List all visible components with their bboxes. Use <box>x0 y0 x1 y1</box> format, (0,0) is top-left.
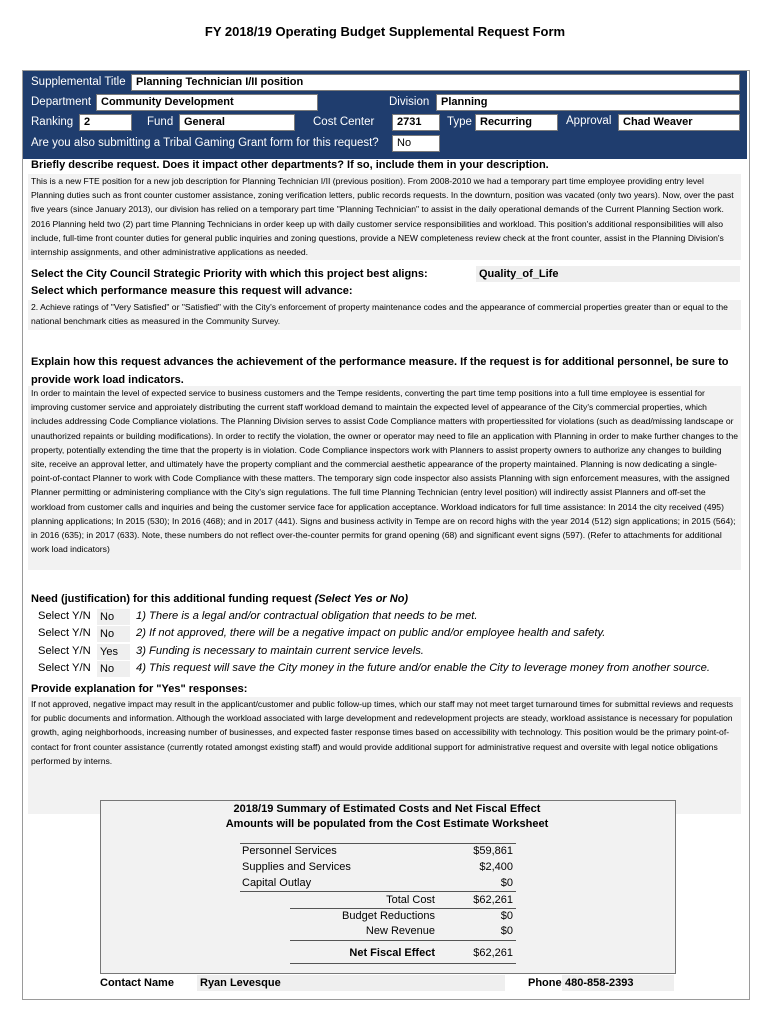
need-item-text: 2) If not approved, there will be a negative impact on public and/or employee health and safety. <box>136 627 606 639</box>
explain-text[interactable]: In order to maintain the level of expected service to business customers and the Tempe residents, converting the part time temp positions into a full time employee is essential for improving customer service and approiately distributing the current staff workload demand to maintain the expected level of appearance of the City's commercial properties, which includes addressing Code Compliance violations. The Planning Division serves to assist Code Compliance matters with propertiessited for violations (such as dead/missing landscape or unauthorized repaints or building modifications). In order to rectify the violation, the owner or operator may need to file an application with Planning in order to make further changes to the property, potentially extending the time that the property is in violation. Code Compliance inspectors work with Planners to assist property owners to authorize any changes to building site, receive an approval letter, and ultimately have the property compliant and the commercial aesthetic appearance of the property maintained. Planning is now dedicating a single-point-of-contact Planner to work with Code Compliance with these matters. The temporary sign code inspector also assists Planning with sign enforcement measures, with the assigned Planner permitting or administering compliance with the City's sign regulations. The full time Planning Technician (entry level position) will indirectly assist Planners and off-set the workload from customer calls and inquiries and being the customer service face for application acceptance. Workload indicators for full time assistance: In 2014 the city received (495) planning applications; In 2015 (530); In 2016 (468); and in 2017 (441). Signs and business activity in Tempe are on record highs with the year 2014 (512) sign applications; in 2015 (564); in 2016 (635); in 2017 (633). Note, these numbers do not reflect over-the-counter permits for grand opening (68) and significant event signs (597). (Refer to attachments for additional work load indicators) <box>28 386 741 570</box>
cost-center-label: Cost Center <box>313 116 375 128</box>
need-select-label: Select Y/N <box>38 645 91 657</box>
net-fiscal-value: $62,261 <box>473 947 513 959</box>
summary-rule <box>290 963 516 964</box>
need-select-4[interactable]: No <box>97 661 130 677</box>
department-label: Department <box>31 96 92 108</box>
priority-field[interactable]: Quality_of_Life <box>476 266 740 282</box>
ranking-field[interactable]: 2 <box>79 114 132 131</box>
capital-value: $0 <box>500 877 513 889</box>
tribal-grant-field[interactable]: No <box>392 135 440 152</box>
new-revenue-value: $0 <box>500 925 513 937</box>
describe-heading: Briefly describe request. Does it impact other departments? If so, include them in your description. <box>31 159 549 171</box>
need-select-label: Select Y/N <box>38 627 91 639</box>
summary-title: 2018/19 Summary of Estimated Costs and Net Fiscal Effect <box>233 803 541 815</box>
division-field[interactable]: Planning <box>436 94 740 111</box>
contact-name-label: Contact Name <box>100 977 174 989</box>
phone-field[interactable]: 480-858-2393 <box>562 975 674 991</box>
measure-label: Select which performance measure this request will advance: <box>31 285 353 297</box>
explain-heading: Explain how this request advances the achievement of the performance measure. If the request is for additional personnel, be sure to provide work load indicators. <box>31 356 729 386</box>
capital-label: Capital Outlay <box>242 877 312 889</box>
need-item-text: 3) Funding is necessary to maintain current service levels. <box>136 645 424 657</box>
need-select-label: Select Y/N <box>38 662 91 674</box>
need-item-text: 4) This request will save the City money in the future and/or enable the City to leverage money from another source. <box>136 662 710 674</box>
contact-name-field[interactable]: Ryan Levesque <box>197 975 505 991</box>
supplemental-title-field[interactable]: Planning Technician I/II position <box>131 74 740 91</box>
yes-explanation-text[interactable]: If not approved, negative impact may result in the applicant/customer and public follow-up times, which our staff may not meet target turnaround times for submittal reviews and requests for public documents and information. Although the workload associated with large development and redevelopment projects are steady, workload assistance is necessary for population growth, aging neighborhoods, increasing number of businesses, and expected faster response times based on accessibility with technology. This position would be the primary point-of-contact for front counter assistance (currently rotated amongst existing staff) and would provide additional support for administrative request and oversite with legal notice obligations performed by interns. <box>28 697 741 814</box>
ranking-label: Ranking <box>31 116 74 128</box>
form-title: FY 2018/19 Operating Budget Supplemental Request Form <box>204 24 566 39</box>
supplies-label: Supplies and Services <box>242 861 351 873</box>
division-label: Division <box>389 96 430 108</box>
need-heading <box>31 593 408 605</box>
cost-center-field[interactable]: 2731 <box>392 114 440 131</box>
fund-label: Fund <box>147 116 174 128</box>
type-label: Type <box>447 116 472 128</box>
new-revenue-label: New Revenue <box>365 925 435 937</box>
summary-rule <box>240 891 516 892</box>
need-select-3[interactable]: Yes <box>97 644 130 660</box>
need-select-1[interactable]: No <box>97 609 130 625</box>
yes-explanation-heading: Provide explanation for "Yes" responses: <box>31 683 248 695</box>
need-item-text: 1) There is a legal and/or contractual obligation that needs to be met. <box>136 610 478 622</box>
department-field[interactable]: Community Development <box>96 94 318 111</box>
summary-rule <box>290 908 516 909</box>
summary-rule <box>240 843 516 844</box>
type-field[interactable]: Recurring <box>475 114 558 131</box>
supplies-value: $2,400 <box>479 861 513 873</box>
fund-field[interactable]: General <box>179 114 295 131</box>
total-value: $62,261 <box>473 894 513 906</box>
approval-label: Approval <box>566 115 612 127</box>
personnel-value: $59,861 <box>473 845 513 857</box>
describe-text[interactable]: This is a new FTE position for a new job description for Planning Technician I/II (previous position). From 2008-2010 we had a temporary part time employee providing entry level Planning duties such as front counter customer assistance, zoning verification letters, public records requests. In the downturn, position was vacated (only two years). Now, over the past five years (since January 2013), our division has relied on a temporary part time "Planning Technician" to assist in the daily operational demands of the Current Planning Section work. 2016 Planning held two (2) part time Planning Technicians in order keep up with daily customer service responsibilities and workload. This position's additional responsibilities will also include, full-time front counter duties for general public inquiries and zoning questions, provide a NEW completeness review check at the front counter, assist in the Planning Division's internship assignments, and other administrative applications as needed. <box>28 174 741 260</box>
budget-reductions-value: $0 <box>500 910 513 922</box>
priority-label: Select the City Council Strategic Priority with which this project best aligns: <box>31 268 428 280</box>
personnel-label: Personnel Services <box>242 845 337 857</box>
approval-field[interactable]: Chad Weaver <box>618 114 740 131</box>
phone-label: Phone <box>528 977 562 989</box>
tribal-grant-label: Are you also submitting a Tribal Gaming Grant form for this request? <box>31 137 379 149</box>
need-heading-italic: (Select Yes or No) <box>314 593 409 605</box>
net-fiscal-label: Net Fiscal Effect <box>349 947 435 959</box>
summary-rule <box>290 940 516 941</box>
need-select-2[interactable]: No <box>97 626 130 642</box>
need-select-label: Select Y/N <box>38 610 91 622</box>
budget-reductions-label: Budget Reductions <box>342 910 435 922</box>
measure-text[interactable]: 2. Achieve ratings of "Very Satisfied" or "Satisfied" with the City's enforcement of property maintenance codes and the appearance of commercial properties greater than or equal to the national benchmark cities as measured in the Community Survey. <box>28 300 741 330</box>
summary-subtitle: Amounts will be populated from the Cost Estimate Worksheet <box>225 818 549 830</box>
total-label: Total Cost <box>386 894 435 906</box>
need-heading-text: Need (justification) for this additional funding request <box>31 593 312 605</box>
supplemental-title-label: Supplemental Title <box>31 76 126 88</box>
